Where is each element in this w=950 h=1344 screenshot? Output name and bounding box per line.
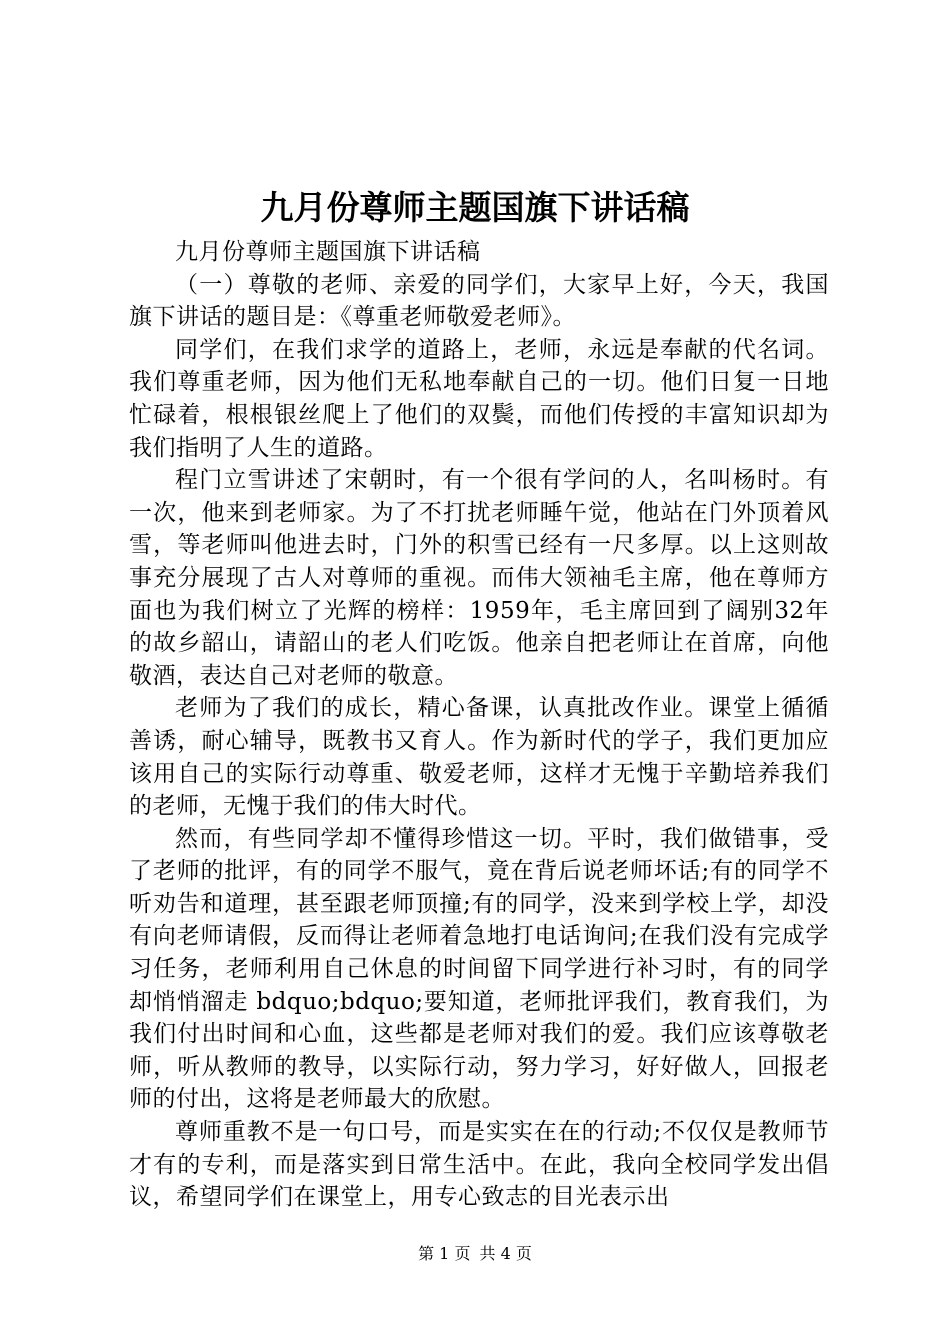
paragraph: 九月份尊师主题国旗下讲话稿 xyxy=(175,239,481,265)
paragraph: 程门立雪讲述了宋朝时，有一个很有学问的人，名叫杨时。有一次，他来到老师家。为了不打扰老师睡午觉，他站在门外顶着风雪，等老师叫他进去时，门外的积雪已经有一尺多厚。以上这则故事充分展现了古人对尊师的重视。而伟大领袖毛主席，他在尊师方面也为我们树立了光辉的榜样：1959年，毛主席回到了阔别32年的故乡韶山，请韶山的老人们吃饭。他亲自把老师让在首席，向他敬酒，表达自己对老师的敬意。 xyxy=(129,467,829,689)
paragraph: 老师为了我们的成长，精心备课，认真批改作业。课堂上循循善诱，耐心辅导，既教书又育人。作为新时代的学子，我们更加应该用自己的实际行动尊重、敬爱老师，这样才无愧于辛勤培养我们的老师，无愧于我们的伟大时代。 xyxy=(129,695,829,820)
paragraph: （一）尊敬的老师、亲爱的同学们，大家早上好，今天，我国旗下讲话的题目是：《尊重老师敬爱老师》。 xyxy=(129,271,829,331)
paragraph: 同学们，在我们求学的道路上，老师，永远是奉献的代名词。我们尊重老师，因为他们无私地奉献自己的一切。他们日复一日地忙碌着，根根银丝爬上了他们的双鬓，而他们传授的丰富知识却为我们指明了人生的道路。 xyxy=(129,336,829,461)
page-number: 第 1 页 xyxy=(418,1244,471,1263)
paragraph: 尊师重教不是一句口号，而是实实在在的行动;不仅仅是教师节才有的专利，而是落实到日常生活中。在此，我向全校同学发出倡议，希望同学们在课堂上，用专心致志的目光表示出 xyxy=(129,1119,829,1211)
page-total: 共 4 页 xyxy=(479,1244,532,1263)
paragraph: 然而，有些同学却不懂得珍惜这一切。平时，我们做错事，受了老师的批评，有的同学不服气，竟在背后说老师坏话;有的同学不听劝告和道理，甚至跟老师顶撞;有的同学，没来到学校上学，却没有向老师请假，反而得让老师着急地打电话询问;在我们没有完成学习任务，老师利用自己休息的时间留下同学进行补习时，有的同学却悄悄溜走 bdquo;bdquo;要知道，老师批评我们，教育我们，为我们付出时间和心血，这些都是老师对我们的爱。我们应该尊敬老师，听从教师的教导，以实际行动，努力学习，好好做人，回报老师的付出，这将是老师最大的欣慰。 xyxy=(129,825,829,1113)
document-title: 九月份尊师主题国旗下讲话稿 xyxy=(260,188,690,227)
document-body xyxy=(129,236,829,1214)
page-footer xyxy=(0,1243,950,1265)
